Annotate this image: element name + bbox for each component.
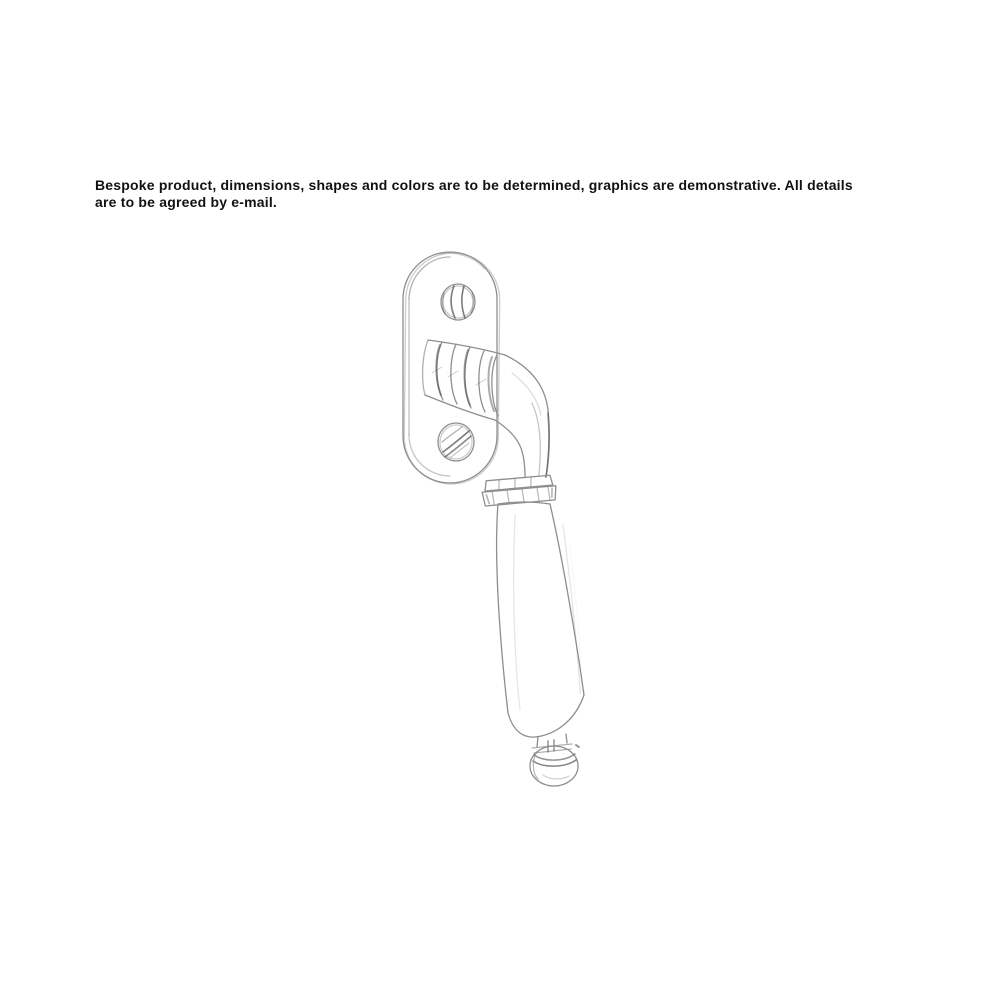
disclaimer-text xyxy=(95,177,925,210)
bottom-screw-icon xyxy=(438,423,474,461)
ribbed-neck xyxy=(423,340,505,420)
ball-finial xyxy=(530,734,579,786)
top-screw-icon xyxy=(441,284,475,320)
lever-grip xyxy=(497,502,584,737)
disclaimer-line-2: are to be agreed by e-mail. xyxy=(95,193,278,210)
disclaimer-line-1: Bespoke product, dimensions, shapes and colors are to be determined, graphics are demonstrative. All details xyxy=(95,177,853,193)
elbow-arm xyxy=(495,355,549,477)
product-sketch-image xyxy=(380,245,630,805)
